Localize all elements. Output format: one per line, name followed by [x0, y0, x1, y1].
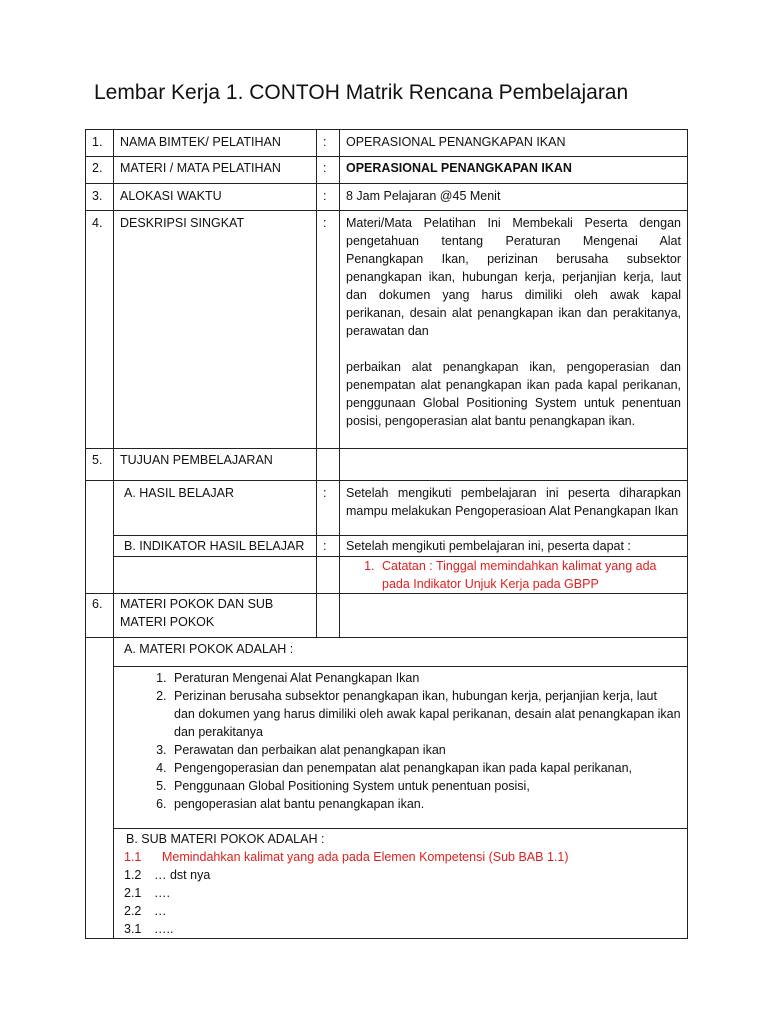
empty-cell — [114, 557, 317, 594]
row-label: MATERI POKOK DAN SUB MATERI POKOK — [114, 594, 317, 638]
sub-materi-text: …. — [154, 886, 170, 900]
description-paragraph: Materi/Mata Pelatihan Ini Membekali Peserta dengan pengetahuan tentang Peraturan Mengenai Alat Penangkapan Ikan, perizinan berusaha subsektor penangkapan ikan, hubungan kerja, perjanjian kerja, laut dan dokumen yang harus dimiliki oleh awak kapal perikanan, desain alat penangkapan ikan dan perakitanya, perawatan dan — [346, 216, 681, 338]
sub-materi-text: ….. — [154, 922, 174, 936]
row-label: ALOKASI WAKTU — [114, 184, 317, 211]
list-item: 1. Peraturan Mengenai Alat Penangkapan Ikan — [170, 669, 681, 687]
table-row — [86, 130, 688, 157]
materi-pokok-list — [120, 669, 681, 813]
row-number: 5. — [86, 449, 114, 481]
sub-materi-number: 2.1 — [124, 886, 142, 900]
row-number-empty — [86, 638, 114, 939]
sub-materi-text: Memindahkan kalimat yang ada pada Elemen Kompetensi (Sub BAB 1.1) — [162, 850, 569, 864]
sub-materi-line — [124, 884, 681, 902]
sub-materi-line — [124, 866, 681, 884]
colon: : — [317, 211, 340, 449]
colon: : — [317, 184, 340, 211]
row-label: MATERI / MATA PELATIHAN — [114, 157, 317, 184]
sub-materi-number: 1.1 — [124, 850, 142, 864]
colon-empty — [317, 449, 340, 481]
row-value: OPERASIONAL PENANGKAPAN IKAN — [340, 130, 688, 157]
indikator-value: Setelah mengikuti pembelajaran ini, peserta dapat : — [340, 536, 688, 557]
sub-materi-number: 2.2 — [124, 904, 142, 918]
sub-materi-line — [124, 902, 681, 920]
row-value: OPERASIONAL PENANGKAPAN IKAN — [340, 157, 688, 184]
sub-materi-heading: B. SUB MATERI POKOK ADALAH : — [126, 832, 325, 846]
sub-materi-text: … dst nya — [154, 868, 211, 882]
learning-plan-table — [85, 129, 688, 939]
sub-materi-line — [124, 920, 681, 938]
row-value-empty — [340, 449, 688, 481]
row-number-empty — [86, 481, 114, 594]
row-label: TUJUAN PEMBELAJARAN — [114, 449, 317, 481]
row-number: 2. — [86, 157, 114, 184]
row-value: 8 Jam Pelajaran @45 Menit — [340, 184, 688, 211]
row-number: 4. — [86, 211, 114, 449]
list-item: 5. Penggunaan Global Positioning System untuk penentuan posisi, — [170, 777, 681, 795]
colon: : — [317, 536, 340, 557]
colon-empty — [317, 594, 340, 638]
list-item: 3. Perawatan dan perbaikan alat penangkapan ikan — [170, 741, 681, 759]
page-title: Lembar Kerja 1. CONTOH Matrik Rencana Pembelajaran — [94, 81, 629, 104]
table-row — [86, 184, 688, 211]
sub-materi-line — [124, 848, 681, 866]
table-row — [86, 638, 688, 667]
table-row — [86, 829, 688, 939]
description-paragraph: perbaikan alat penangkapan ikan, pengoperasian dan penempatan alat penangkapan ikan pada kapal perikanan, penggunaan Global Positioning System untuk penentuan posisi, pengoperasian alat bantu penangkapan ikan. — [346, 360, 681, 428]
list-item: 2. Perizinan berusaha subsektor penangkapan ikan, hubungan kerja, perjanjian kerja, laut dan dokumen yang harus dimiliki oleh awak kapal perikanan, desain alat penangkapan ikan dan perakitanya — [170, 687, 681, 741]
table-row — [86, 536, 688, 557]
list-item: 4. Pengengoperasian dan penempatan alat penangkapan ikan pada kapal perikanan, — [170, 759, 681, 777]
row-number: 1. — [86, 130, 114, 157]
hasil-belajar-label: A. HASIL BELAJAR — [114, 481, 317, 536]
colon: : — [317, 157, 340, 184]
list-item: 6. pengoperasian alat bantu penangkapan ikan. — [170, 795, 681, 813]
colon: : — [317, 130, 340, 157]
row-label: DESKRIPSI SINGKAT — [114, 211, 317, 449]
row-number: 3. — [86, 184, 114, 211]
table-row — [86, 557, 688, 594]
sub-materi-text: … — [154, 904, 167, 918]
table-row — [86, 449, 688, 481]
materi-pokok-heading: A. MATERI POKOK ADALAH : — [114, 638, 688, 667]
row-number: 6. — [86, 594, 114, 638]
hasil-belajar-value: Setelah mengikuti pembelajaran ini peserta diharapkan mampu melakukan Pengoperasioan Alat Penangkapan Ikan — [340, 481, 688, 536]
sub-materi-number: 1.2 — [124, 868, 142, 882]
sub-materi-number: 3.1 — [124, 922, 142, 936]
table-row — [86, 211, 688, 449]
table-row — [86, 667, 688, 829]
table-row — [86, 594, 688, 638]
row-value-empty — [340, 594, 688, 638]
table-row — [86, 481, 688, 536]
indikator-list — [346, 557, 681, 593]
colon: : — [317, 481, 340, 536]
empty-cell — [317, 557, 340, 594]
indikator-label: B. INDIKATOR HASIL BELAJAR — [114, 536, 317, 557]
row-label: NAMA BIMTEK/ PELATIHAN — [114, 130, 317, 157]
table-row — [86, 157, 688, 184]
indikator-note: 1. Catatan : Tinggal memindahkan kalimat yang ada pada Indikator Unjuk Kerja pada GBPP — [378, 557, 681, 593]
